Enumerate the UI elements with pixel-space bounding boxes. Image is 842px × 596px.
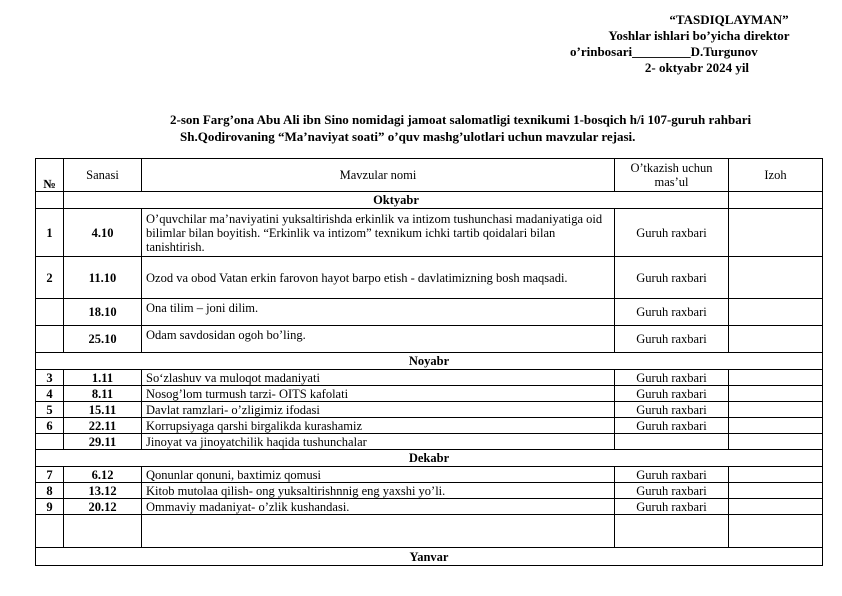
table-row: 4 8.11 Nosog’lom turmush tarzi- OITS kafolati Guruh raxbari — [36, 386, 823, 402]
approval-position: Yoshlar ishlari bo’yicha direktor — [608, 28, 790, 43]
month-label: Oktyabr — [64, 192, 729, 209]
month-label: Dekabr — [36, 450, 823, 467]
table-row: 1 4.10 O’quvchilar ma’naviyatini yuksaltirishda erkinlik va intizom tushunchasi madaniyatiga oid bilimlar bilan boyitish. “Erkinlik va intizom” texnikum ichki tartib qoidalari bilan tanishtirish. Guruh raxbari — [36, 209, 823, 257]
month-label: Yanvar — [36, 548, 823, 566]
header-note: Izoh — [729, 159, 823, 192]
table-row: 18.10 Ona tilim – joni dilim. Guruh raxbari — [36, 299, 823, 326]
table-row: 3 1.11 So‘zlashuv va muloqot madaniyati Guruh raxbari — [36, 370, 823, 386]
table-row: 6 22.11 Korrupsiyaga qarshi birgalikda kurashamiz Guruh raxbari — [36, 418, 823, 434]
approval-date: 2- oktyabr 2024 yil — [644, 60, 750, 75]
table-row: 5 15.11 Davlat ramzlari- o’zligimiz ifodasi Guruh raxbari — [36, 402, 823, 418]
approval-block — [570, 12, 814, 76]
header-date: Sanasi — [64, 159, 142, 192]
header-topic: Mavzular nomi — [142, 159, 615, 192]
approval-signature-line: o’rinbosari_________D.Turgunov — [570, 44, 758, 59]
table-row: 25.10 Odam savdosidan ogoh bo’ling. Guruh raxbari — [36, 326, 823, 353]
month-row-november — [36, 353, 823, 370]
table-row: 29.11 Jinoyat va jinoyatchilik haqida tushunchalar — [36, 434, 823, 450]
table-row: 2 11.10 Ozod va obod Vatan erkin farovon hayot barpo etish - davlatimizning bosh maqsadi. Guruh raxbari — [36, 257, 823, 299]
topics-table — [35, 158, 823, 566]
month-row-december — [36, 450, 823, 467]
month-label: Noyabr — [36, 353, 823, 370]
table-row: 7 6.12 Qonunlar qonuni, baxtimiz qomusi Guruh raxbari — [36, 467, 823, 483]
table-row: 9 20.12 Ommaviy madaniyat- o’zlik kushandasi. Guruh raxbari — [36, 499, 823, 515]
table-row: 8 13.12 Kitob mutolaa qilish- ong yuksaltirishnnig eng yaxshi yo’li. Guruh raxbari — [36, 483, 823, 499]
month-row-january — [36, 548, 823, 566]
approval-title: “TASDIQLAYMAN” — [669, 12, 789, 27]
header-number: № — [36, 159, 64, 192]
month-row-october — [36, 192, 823, 209]
document-title-line-1: 2-son Farg’ona Abu Ali ibn Sino nomidagi jamoat salomatligi texnikumi 1-bosqich h/i 107-guruh rahbari — [170, 112, 752, 127]
document-title-line-2: Sh.Qodirovaning “Ma’naviyat soati” o’quv mashg’ulotlari uchun mavzular rejasi. — [180, 129, 636, 144]
table-row-empty — [36, 515, 823, 548]
document-title — [170, 111, 810, 145]
table-header-row — [36, 159, 823, 192]
header-responsible: O’tkazish uchun mas’ul — [615, 159, 729, 192]
